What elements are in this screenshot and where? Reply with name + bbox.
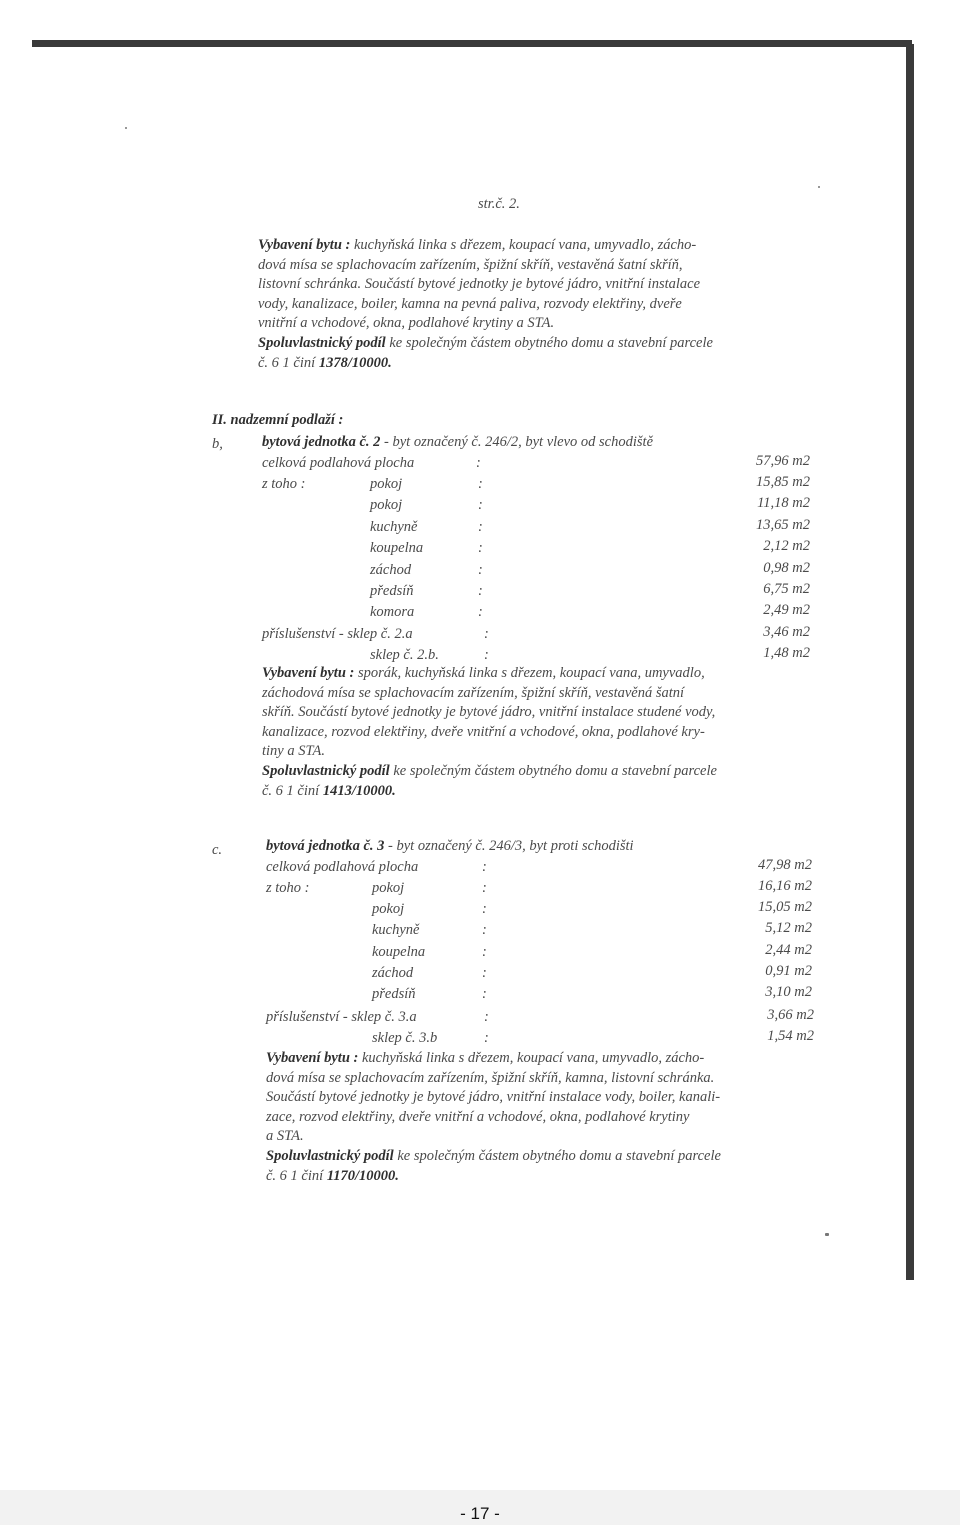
text-line xyxy=(258,295,713,315)
share-value: 1378/10000. xyxy=(318,354,392,371)
line-text: sporák, kuchyňská linka s dřezem, koupací vana, umyvadlo, xyxy=(354,665,705,681)
scan-speck xyxy=(825,1233,829,1236)
colon: : xyxy=(482,943,487,960)
line-text: ke společným částem obytného domu a stavební parcele xyxy=(389,762,717,779)
unit-letter: b, xyxy=(212,436,223,452)
unit-heading xyxy=(262,434,653,451)
unit-title: bytová jednotka č. 3 xyxy=(266,838,385,854)
text-line xyxy=(258,275,713,295)
scan-speck xyxy=(125,127,127,129)
colon: : xyxy=(484,626,489,642)
room-area: 15,85 m2 xyxy=(756,474,810,490)
accessory2-label: sklep č. 2.b. xyxy=(370,647,439,663)
room-area: 6,75 m2 xyxy=(763,581,810,597)
text-line xyxy=(262,742,717,762)
bold-label: Vybavení bytu : xyxy=(262,665,355,681)
colon: : xyxy=(482,986,487,1002)
text-line xyxy=(266,1147,721,1167)
colon: : xyxy=(478,604,483,621)
bold-label: Vybavení bytu : xyxy=(266,1050,359,1066)
room-name: záchod xyxy=(370,561,412,578)
room-area: 2,44 m2 xyxy=(765,941,812,958)
colon: : xyxy=(478,518,483,535)
text-line xyxy=(262,664,717,684)
text-line xyxy=(258,314,713,334)
text-line xyxy=(262,723,717,743)
bold-label: Spoluvlastnický podíl xyxy=(258,334,386,351)
share-value: 1170/10000. xyxy=(326,1167,399,1184)
text-line xyxy=(258,354,713,374)
text-line xyxy=(258,236,713,256)
accessory2-area: 1,54 m2 xyxy=(767,1028,814,1044)
room-name: předsíň xyxy=(372,986,416,1002)
text-line xyxy=(266,1127,721,1147)
text-line xyxy=(266,1108,721,1128)
scan-border-right xyxy=(906,44,914,1280)
accessory2-label: sklep č. 3.b xyxy=(372,1030,438,1046)
unit-description: - byt označený č. 246/2, byt vlevo od schodiště xyxy=(380,434,654,450)
room-area: 16,16 m2 xyxy=(758,878,812,894)
room-name: pokoj xyxy=(372,880,405,896)
text-line xyxy=(262,703,717,723)
room-prefix: z toho : xyxy=(262,476,306,492)
colon: : xyxy=(478,561,483,578)
text-line xyxy=(266,1088,721,1108)
total-area-label: celková podlahová plocha xyxy=(266,859,419,875)
colon: : xyxy=(484,1009,489,1025)
room-name: pokoj xyxy=(372,901,405,918)
room-prefix: z toho : xyxy=(266,880,310,896)
page-label: str.č. 2. xyxy=(478,196,520,212)
colon: : xyxy=(478,497,483,514)
total-area-value: 57,96 m2 xyxy=(756,453,810,469)
accessory-label: příslušenství - sklep č. 2.a xyxy=(262,626,413,642)
text-line xyxy=(258,334,713,354)
line-text: záchodová mísa se splachovacím zařízením, špižní skříň, vestavěná šatní xyxy=(262,684,685,701)
text-line xyxy=(262,684,717,704)
unit-equipment-paragraph xyxy=(266,1049,721,1186)
text-line xyxy=(266,1167,721,1187)
colon: : xyxy=(482,880,487,896)
room-area: 2,12 m2 xyxy=(763,538,810,555)
unit-letter: c. xyxy=(212,842,223,858)
accessory-area: 3,46 m2 xyxy=(763,624,810,640)
line-text: zace, rozvod elektřiny, dveře vnitřní a vchodové, okna, podlahové krytiny xyxy=(266,1108,690,1125)
colon: : xyxy=(484,1030,489,1046)
text-line xyxy=(262,762,717,782)
room-area: 5,12 m2 xyxy=(765,920,812,937)
line-text: skříň. Součástí bytové jednotky je bytové jádro, vnitřní instalace studené vody, xyxy=(262,704,716,721)
line-text: dová mísa se splachovacím zařízením, špižní skříň, vestavěná šatní skříň, xyxy=(258,256,683,273)
room-name: koupelna xyxy=(370,540,424,557)
intro-equipment-paragraph xyxy=(258,236,713,373)
bold-label: Spoluvlastnický podíl xyxy=(262,762,390,779)
scan-speck xyxy=(818,186,820,188)
room-area: 3,10 m2 xyxy=(765,984,812,1000)
line-text: listovní schránka. Součástí bytové jednotky je bytové jádro, vnitřní instalace xyxy=(258,276,701,293)
unit-heading xyxy=(266,838,634,855)
line-text: kuchyňská linka s dřezem, koupací vana, umyvadlo, zácho- xyxy=(350,237,697,253)
room-name: pokoj xyxy=(370,497,403,514)
unit-equipment-paragraph xyxy=(262,664,717,801)
line-text: kanalizace, rozvod elektřiny, dveře vnitřní a vchodové, okna, podlahové kry- xyxy=(262,723,705,740)
room-area: 2,49 m2 xyxy=(763,602,810,619)
accessory2-area: 1,48 m2 xyxy=(763,645,810,661)
scan-border-top xyxy=(32,40,912,47)
room-area: 15,05 m2 xyxy=(758,899,812,916)
line-text: vnitřní a vchodové, okna, podlahové krytiny a STA. xyxy=(258,315,555,332)
room-name: koupelna xyxy=(372,943,426,960)
total-area-value: 47,98 m2 xyxy=(758,857,812,873)
line-text: tiny a STA. xyxy=(262,743,325,760)
text-line xyxy=(258,256,713,276)
room-area: 0,98 m2 xyxy=(763,559,810,576)
text-line xyxy=(266,1049,721,1069)
line-text: a STA. xyxy=(266,1128,304,1145)
text-line xyxy=(266,1069,721,1089)
colon: : xyxy=(482,859,487,875)
room-name: komora xyxy=(370,604,415,621)
colon: : xyxy=(482,901,487,918)
line-text: vody, kanalizace, boiler, kamna na pevná paliva, rozvody elektřiny, dveře xyxy=(258,295,682,312)
colon: : xyxy=(482,964,487,981)
colon: : xyxy=(478,476,483,492)
colon: : xyxy=(478,583,483,599)
line-text: kuchyňská linka s dřezem, koupací vana, umyvadlo, zácho- xyxy=(358,1050,705,1066)
line-text: ke společným částem obytného domu a stavební parcele xyxy=(393,1147,721,1164)
room-name: předsíň xyxy=(370,583,414,599)
bold-label: Spoluvlastnický podíl xyxy=(266,1147,394,1164)
room-area: 0,91 m2 xyxy=(765,962,812,979)
accessory-area: 3,66 m2 xyxy=(767,1007,814,1023)
line-text: č. 6 1 činí xyxy=(258,354,319,371)
share-value: 1413/10000. xyxy=(322,782,396,799)
room-name: kuchyně xyxy=(370,518,418,535)
bold-label: Vybavení bytu : xyxy=(258,237,351,253)
line-text: Součástí bytové jednotky je bytové jádro, vnitřní instalace vody, boiler, kanali- xyxy=(266,1089,721,1106)
unit-title: bytová jednotka č. 2 xyxy=(262,434,381,450)
page-number: - 17 - xyxy=(460,1504,500,1523)
line-text: č. 6 1 činí xyxy=(262,782,323,799)
room-area: 13,65 m2 xyxy=(756,516,810,533)
section-heading: II. nadzemní podlaží : xyxy=(212,412,344,428)
colon: : xyxy=(482,922,487,939)
line-text: ke společným částem obytného domu a stavební parcele xyxy=(385,334,713,351)
total-area-label: celková podlahová plocha xyxy=(262,455,415,471)
line-text: č. 6 1 činí xyxy=(266,1167,327,1184)
text-line xyxy=(262,782,717,802)
line-text: dová mísa se splachovacím zařízením, špižní skříň, kamna, listovní schránka. xyxy=(266,1069,715,1086)
room-name: pokoj xyxy=(370,476,403,492)
colon: : xyxy=(476,455,481,471)
room-name: záchod xyxy=(372,964,414,981)
unit-description: - byt označený č. 246/3, byt proti schodišti xyxy=(384,838,634,854)
colon: : xyxy=(484,647,489,663)
accessory-label: příslušenství - sklep č. 3.a xyxy=(266,1009,417,1025)
room-area: 11,18 m2 xyxy=(757,495,810,512)
room-name: kuchyně xyxy=(372,922,420,939)
colon: : xyxy=(478,540,483,557)
